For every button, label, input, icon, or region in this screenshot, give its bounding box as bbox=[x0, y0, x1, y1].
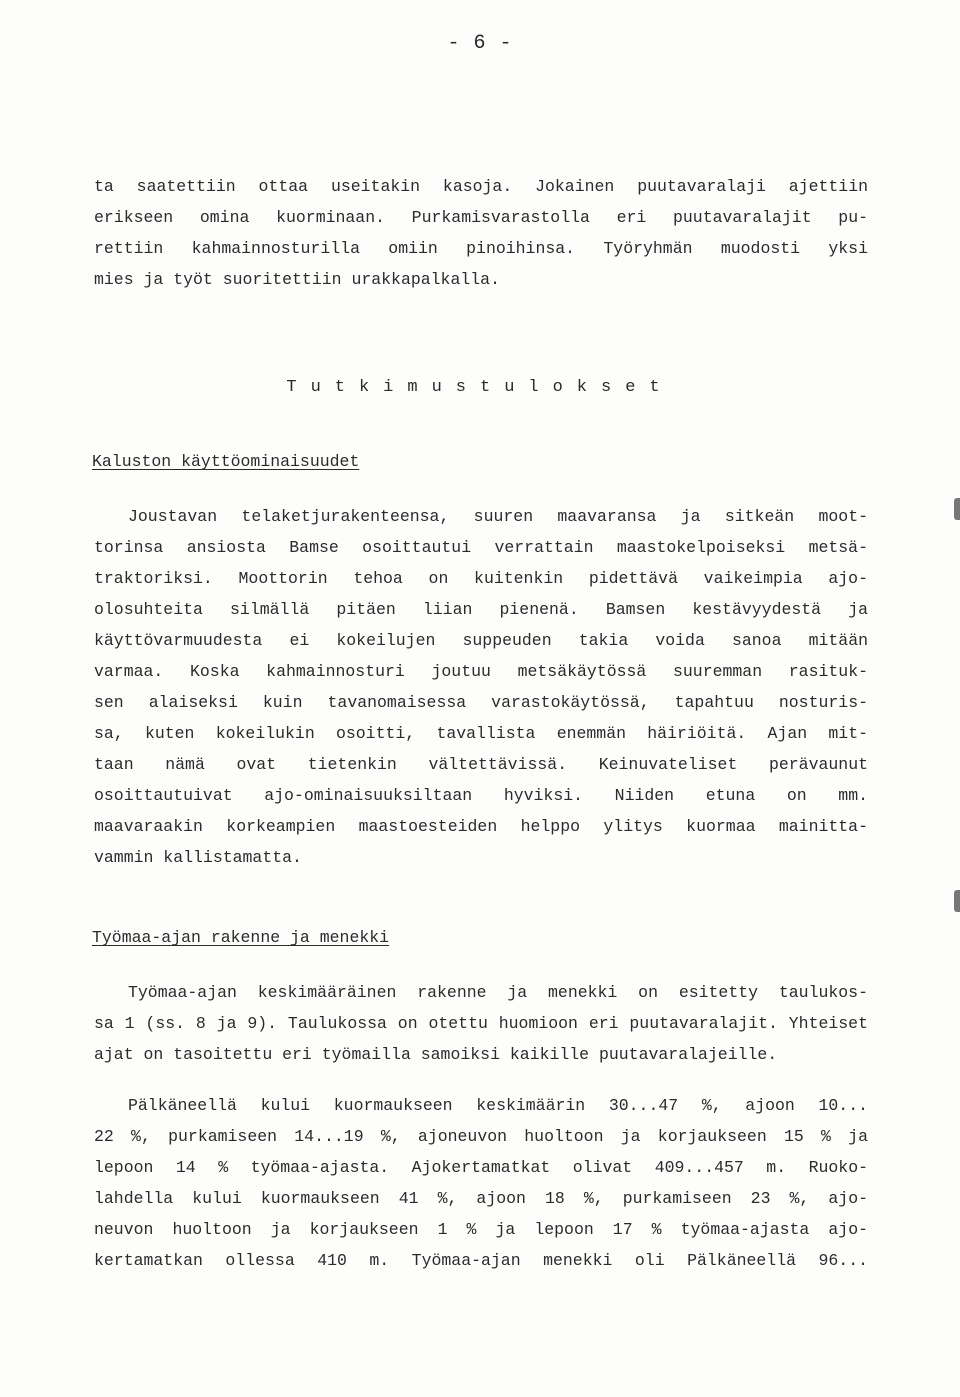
subsection-title: Työmaa-ajan rakenne ja menekki bbox=[92, 928, 390, 947]
text-line: mies ja työt suoritettiin urakkapalkalla. bbox=[94, 270, 500, 289]
text-line: rettiin kahmainnosturilla omiin pinoihinsa. Työryhmän muodosti yksi bbox=[94, 239, 868, 258]
section-heading: Tutkimustulokset bbox=[286, 378, 674, 397]
binder-hole-mark bbox=[954, 890, 960, 912]
text-line: Työmaa-ajan keskimääräinen rakenne ja menekki on esitetty taulukos- bbox=[128, 983, 868, 1002]
text-line: erikseen omina kuorminaan. Purkamisvarastolla eri puutavaralajit pu- bbox=[94, 208, 868, 227]
text-line: maavaraakin korkeampien maastoesteiden helppo ylitys kuormaa mainitta- bbox=[94, 817, 868, 836]
text-line: sen alaiseksi kuin tavanomaisessa varastokäytössä, tapahtuu nosturis- bbox=[94, 693, 868, 712]
text-line: torinsa ansiosta Bamse osoittautui verrattain maastokelpoiseksi metsä- bbox=[94, 538, 868, 557]
text-line: käyttövarmuudesta ei kokeilujen suppeuden takia voida sanoa mitään bbox=[94, 631, 868, 650]
text-line: Pälkäneellä kului kuormaukseen keskimäärin 30...47 %, ajoon 10... bbox=[128, 1096, 868, 1115]
text-line: Joustavan telaketjurakenteensa, suuren maavaransa ja sitkeän moot- bbox=[128, 507, 868, 526]
text-line: kertamatkan ollessa 410 m. Työmaa-ajan menekki oli Pälkäneellä 96... bbox=[94, 1251, 868, 1270]
text-line: sa 1 (ss. 8 ja 9). Taulukossa on otettu huomioon eri puutavaralajit. Yhteiset bbox=[94, 1014, 868, 1033]
text-line: lepoon 14 % työmaa-ajasta. Ajokertamatkat olivat 409...457 m. Ruoko- bbox=[94, 1158, 868, 1177]
text-line: neuvon huoltoon ja korjaukseen 1 % ja lepoon 17 % työmaa-ajasta ajo- bbox=[94, 1220, 868, 1239]
text-line: lahdella kului kuormaukseen 41 %, ajoon 18 %, purkamiseen 23 %, ajo- bbox=[94, 1189, 868, 1208]
text-line: osoittautuivat ajo-ominaisuuksiltaan hyviksi. Niiden etuna on mm. bbox=[94, 786, 868, 805]
text-line: taan nämä ovat tietenkin vältettävissä. Keinuvateliset perävaunut bbox=[94, 755, 868, 774]
page-number: - 6 - bbox=[447, 32, 513, 55]
text-line: traktoriksi. Moottorin tehoa on kuitenkin pidettävä vaikeimpia ajo- bbox=[94, 569, 868, 588]
binder-hole-mark bbox=[954, 498, 960, 520]
text-line: ta saatettiin ottaa useitakin kasoja. Jokainen puutavaralaji ajettiin bbox=[94, 177, 868, 196]
text-line: vammin kallistamatta. bbox=[94, 848, 302, 867]
text-line: 22 %, purkamiseen 14...19 %, ajoneuvon huoltoon ja korjaukseen 15 % ja bbox=[94, 1127, 868, 1146]
text-line: sa, kuten kokeilukin osoitti, tavallista enemmän häiriöitä. Ajan mit- bbox=[94, 724, 868, 743]
text-line: ajat on tasoitettu eri työmailla samoiksi kaikille puutavaralajeille. bbox=[94, 1045, 778, 1064]
text-line: olosuhteita silmällä pitäen liian pienenä. Bamsen kestävyydestä ja bbox=[94, 600, 868, 619]
subsection-title: Kaluston käyttöominaisuudet bbox=[92, 452, 360, 471]
text-line: varmaa. Koska kahmainnosturi joutuu metsäkäytössä suuremman rasituk- bbox=[94, 662, 868, 681]
